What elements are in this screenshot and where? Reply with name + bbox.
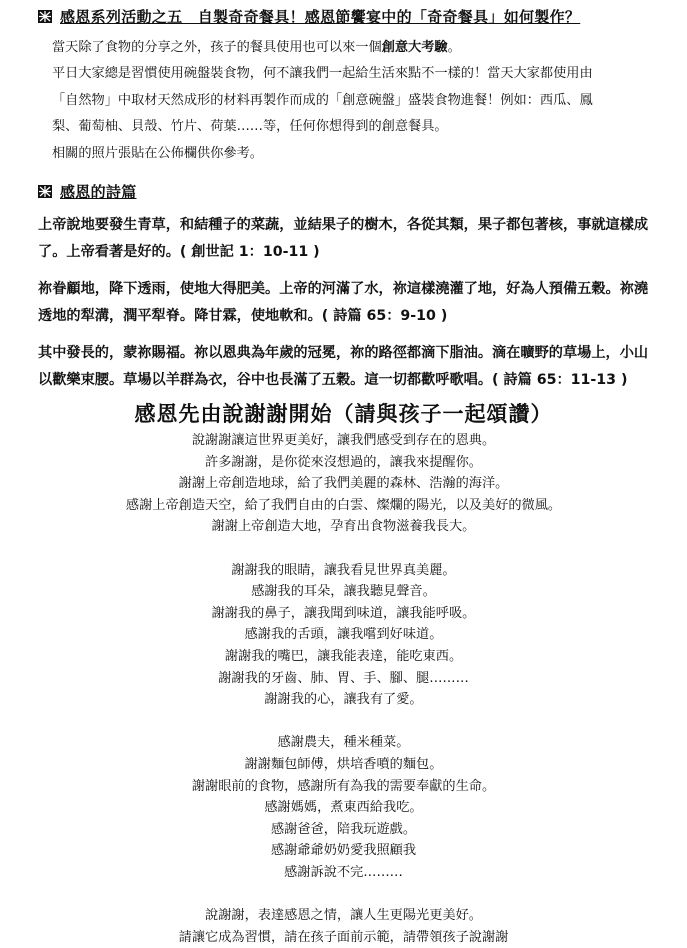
verse-line: 感謝農夫，種米種菜。 [277, 735, 410, 751]
crossed-box-icon [38, 185, 52, 198]
poem-line: 以歡樂束腰。草場以羊群為衣，谷中也長滿了五穀。這一切都歡呼歌唱。( 詩篇 65：11-13 ) [38, 371, 628, 388]
verse-line: 謝謝我的心，讓我有了愛。 [264, 692, 423, 708]
verse-line: 謝謝我的嘴巴，讓我能表達，能吃東西。 [224, 648, 463, 664]
verse-line: 感謝爸爸，陪我玩遊戲。 [270, 821, 417, 837]
thanks-verses [0, 430, 687, 948]
paragraph-line: 相關的照片張貼在公佈欄供你參考。 [52, 145, 263, 161]
verse-line: 謝謝我的鼻子，讓我聞到味道，讓我能呼吸。 [211, 605, 476, 621]
poem-paragraph-genesis [38, 212, 686, 265]
paragraph-line: 平日大家總是習慣使用碗盤裝食物，何不讓我們一起給生活來點不一樣的！當天大家都使用由 [52, 66, 593, 82]
paragraph-line: 當天除了食物的分享之外，孩子的餐具使用也可以來一個創意大考驗。 [52, 40, 461, 55]
verse-line: 感謝我的耳朵，讓我聽見聲音。 [251, 584, 436, 600]
poem-line: 祢眷顧地，降下透雨，使地大得肥美。上帝的河滿了水，祢這樣澆灌了地，好為人預備五穀。祢澆 [38, 281, 649, 297]
poem-paragraph-psalm-9-10 [38, 276, 686, 329]
verse-line: 謝謝麵包師傅，烘培香噴的麵包。 [244, 756, 443, 772]
poem-line: 了。上帝看著是好的。( 創世記 1：10-11 ) [38, 243, 320, 260]
verse-line: 說謝謝讓這世界更美好，讓我們感受到存在的恩典。 [191, 433, 496, 448]
verse-line: 感謝訴說不完……… [284, 864, 403, 880]
verse-line: 感謝上帝創造天空，給了我們自由的白雲、燦爛的陽光，以及美好的微風。 [125, 497, 562, 513]
crossed-box-icon [38, 10, 52, 23]
verse-spacer [0, 711, 687, 733]
section-heading-psalm [38, 181, 137, 202]
verse-line: 感謝媽媽，煮東西給我吃。 [264, 800, 423, 816]
paragraph-line: 梨、葡萄柚、貝殼、竹片、荷葉……等，任何你想得到的創意餐具。 [52, 119, 448, 135]
poem-line: 透地的犁溝，潤平犁脊。降甘霖，使地軟和。( 詩篇 65：9-10 ) [38, 307, 448, 324]
poem-paragraph-psalm-11-13 [38, 340, 686, 393]
verse-line: 感謝我的舌頭，讓我嚐到好味道。 [244, 627, 443, 643]
verse-line: 感謝爺爺奶奶愛我照顧我 [270, 843, 417, 859]
activity-description [52, 35, 682, 167]
verse-line: 請讓它成為習慣，請在孩子面前示範，請帶領孩子說謝謝 [178, 929, 509, 945]
section-heading-activity [38, 6, 580, 27]
verse-spacer [0, 538, 687, 560]
verse-line: 謝謝眼前的食物，感謝所有為我的需要奉獻的生命。 [191, 778, 496, 794]
section-heading-text: 感恩的詩篇 [60, 183, 137, 201]
verse-line: 許多謝謝，是你從來沒想過的，讓我來提醒你。 [205, 454, 482, 470]
poem-line: 上帝說地要發生青草，和結種子的菜蔬，並結果子的樹木，各從其類，果子都包著核，事就這樣成 [38, 217, 649, 233]
verse-line: 謝謝上帝創造地球，給了我們美麗的森林、浩瀚的海洋。 [178, 476, 509, 492]
paragraph-line: 「自然物」中取材天然成形的材料再製作而成的「創意碗盤」盛裝食物進餐！例如：西瓜、鳳 [52, 92, 593, 108]
emphasis-text: 創意大考驗 [381, 40, 448, 55]
section-heading-text: 感恩系列活動之五 自製奇奇餐具！感恩節饗宴中的「奇奇餐具」如何製作？ [60, 8, 581, 26]
verse-line: 謝謝上帝創造大地，孕育出食物滋養我長大。 [211, 519, 476, 535]
verse-line: 謝謝我的牙齒、肺、胃、手、腳、腿……… [218, 670, 469, 686]
poem-line: 其中發長的，蒙祢賜福。祢以恩典為年歲的冠冕，祢的路徑都滴下脂油。滴在曠野的草場上，小山 [38, 345, 649, 361]
thanks-title: 感恩先由說謝謝開始（請與孩子一起頌讚） [134, 402, 553, 426]
verse-line: 謝謝我的眼睛，讓我看見世界真美麗。 [231, 562, 456, 578]
verse-line: 說謝謝，表達感恩之情，讓人生更陽光更美好。 [205, 908, 482, 924]
verse-spacer [0, 883, 687, 905]
